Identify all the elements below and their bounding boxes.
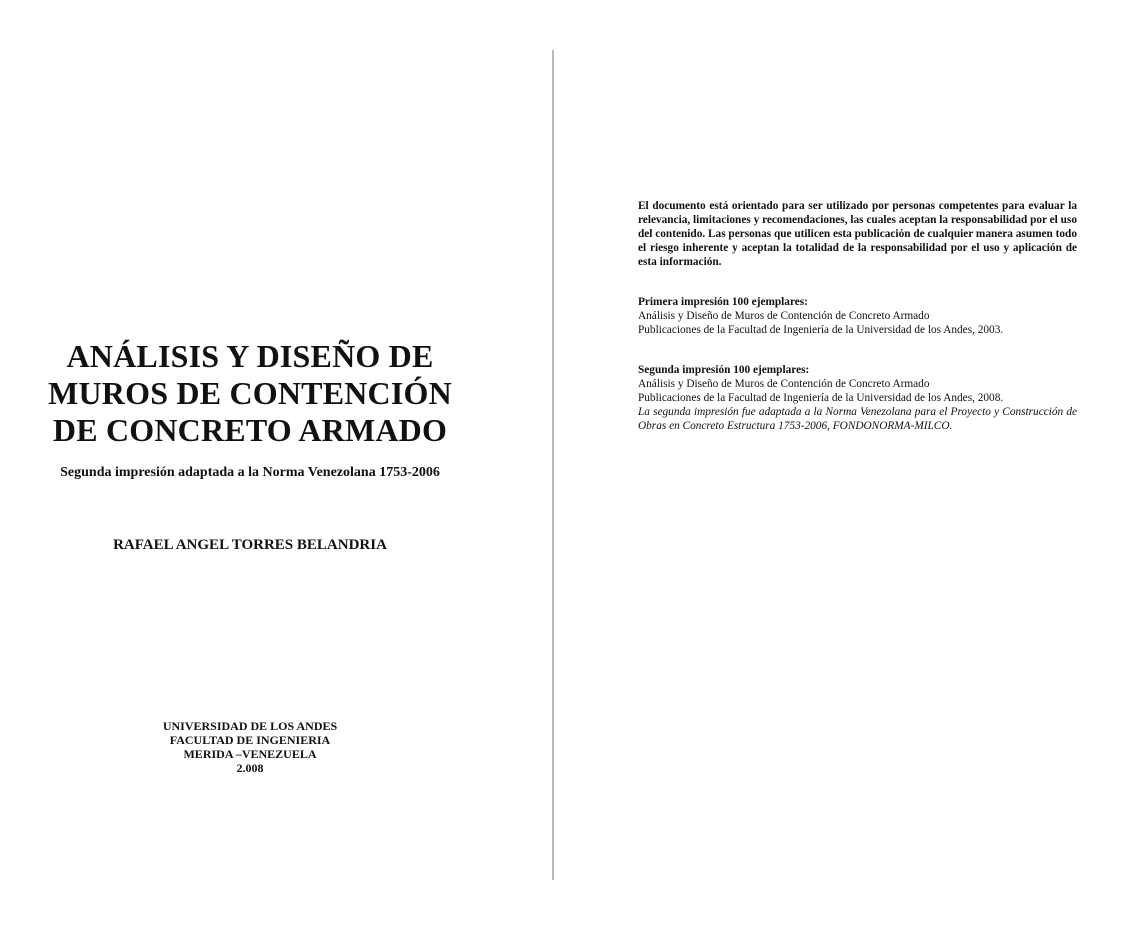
book-title	[0, 338, 500, 449]
edition-heading: Primera impresión 100 ejemplares:	[638, 296, 808, 308]
publication-year: 2.008	[236, 761, 264, 775]
first-edition-block	[638, 295, 1077, 337]
author-name: RAFAEL ANGEL TORRES BELANDRIA	[113, 537, 387, 553]
institution-line: MERIDA –VENEZUELA	[183, 747, 317, 761]
edition-title: Análisis y Diseño de Muros de Contención de Concreto Armado	[638, 378, 930, 390]
edition-title: Análisis y Diseño de Muros de Contención de Concreto Armado	[638, 310, 930, 322]
title-line: MUROS DE CONTENCIÓN	[48, 375, 452, 411]
right-page	[554, 0, 1127, 930]
edition-note: La segunda impresión fue adaptada a la Norma Venezolana para el Proyecto y Construcción de Obras en Concreto Estructura 1753-2006, FONDONORMA-MILCO.	[638, 406, 1077, 432]
edition-publisher: Publicaciones de la Facultad de Ingeniería de la Universidad de los Andes, 2003.	[638, 324, 1004, 336]
institution-line: FACULTAD DE INGENIERIA	[169, 733, 331, 747]
institution-block	[0, 719, 500, 775]
edition-heading: Segunda impresión 100 ejemplares:	[638, 364, 810, 376]
book-subtitle: Segunda impresión adaptada a la Norma Venezolana 1753-2006	[60, 465, 440, 480]
title-line: ANÁLISIS Y DISEÑO DE	[66, 338, 434, 374]
edition-publisher: Publicaciones de la Facultad de Ingeniería de la Universidad de los Andes, 2008.	[638, 392, 1004, 404]
institution-line: UNIVERSIDAD DE LOS ANDES	[162, 719, 338, 733]
disclaimer-paragraph: El documento está orientado para ser utilizado por personas competentes para evaluar la relevancia, limitaciones y recomendaciones, las cuales aceptan la responsabilidad por el uso del contenido. Las personas que utilicen esta publicación de cualquier manera asumen todo el riesgo inherente y aceptan la totalidad de la responsabilidad por el uso y aplicación de esta información.	[638, 200, 1077, 268]
left-page	[0, 0, 552, 930]
title-line: DE CONCRETO ARMADO	[52, 412, 448, 448]
second-edition-block	[638, 363, 1077, 433]
